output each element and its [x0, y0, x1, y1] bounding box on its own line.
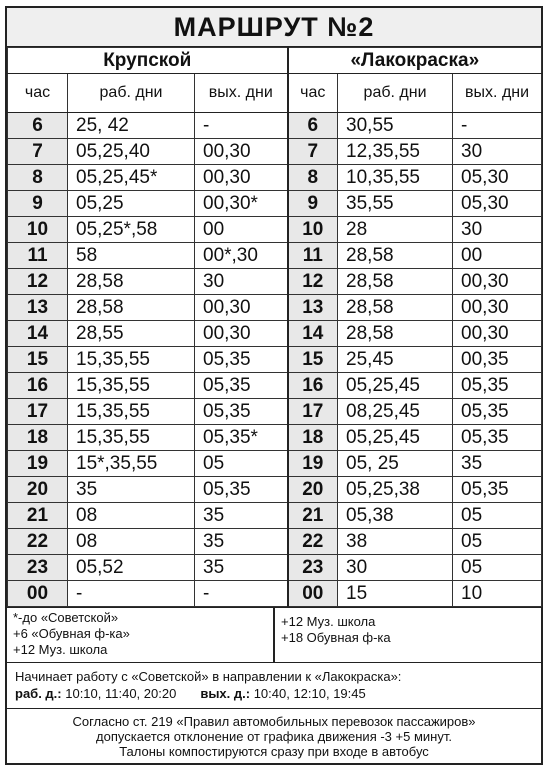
weekday-times-cell: 28,55: [68, 321, 195, 347]
hour-cell: 22: [288, 529, 338, 555]
weekend-times-cell: 05: [453, 555, 542, 581]
column-headers: [8, 74, 542, 113]
weekday-times-cell: 15,35,55: [68, 347, 195, 373]
hour-cell: 10: [288, 217, 338, 243]
schedule-row: [8, 373, 542, 399]
weekend-times-cell: 00,35: [453, 347, 542, 373]
hour-cell: 10: [8, 217, 68, 243]
hour-cell: 12: [288, 269, 338, 295]
header-weekdays: раб. дни: [68, 74, 195, 113]
weekday-times-cell: 15*,35,55: [68, 451, 195, 477]
hour-cell: 9: [8, 191, 68, 217]
weekday-times-cell: -: [68, 581, 195, 607]
schedule-row: [8, 451, 542, 477]
hour-cell: 16: [8, 373, 68, 399]
hour-cell: 6: [288, 113, 338, 139]
off-days-times: 10:40, 12:10, 19:45: [250, 686, 366, 701]
weekday-times-cell: 38: [338, 529, 453, 555]
weekday-times-cell: 25,45: [338, 347, 453, 373]
start-info: [7, 663, 541, 709]
weekend-times-cell: 00,30: [195, 165, 288, 191]
weekend-times-cell: 30: [453, 139, 542, 165]
weekend-times-cell: 00,30: [195, 295, 288, 321]
header-weekends: вых. дни: [195, 74, 288, 113]
hour-cell: 15: [8, 347, 68, 373]
weekday-times-cell: 15: [338, 581, 453, 607]
weekday-times-cell: 05,25,45: [338, 425, 453, 451]
hour-cell: 8: [288, 165, 338, 191]
weekday-times-cell: 35,55: [338, 191, 453, 217]
stop-name-right: «Лакокраска»: [288, 48, 542, 74]
note-line: +12 Муз. школа: [13, 642, 108, 657]
page-title: МАРШРУТ №2: [7, 8, 541, 47]
weekend-times-cell: 30: [195, 269, 288, 295]
schedule-rows: [8, 113, 542, 607]
header-hour: час: [8, 74, 68, 113]
route-schedule: [5, 6, 543, 765]
weekday-times-cell: 15,35,55: [68, 425, 195, 451]
weekend-times-cell: 05,30: [453, 191, 542, 217]
header-weekdays: раб. дни: [338, 74, 453, 113]
hour-cell: 17: [288, 399, 338, 425]
hour-cell: 23: [288, 555, 338, 581]
weekday-times-cell: 15,35,55: [68, 399, 195, 425]
schedule-row: [8, 321, 542, 347]
weekend-times-cell: 00,30: [195, 321, 288, 347]
hour-cell: 15: [288, 347, 338, 373]
footer-line: Согласно ст. 219 «Правил автомобильных перевозок пассажиров»: [72, 714, 476, 729]
hour-cell: 11: [8, 243, 68, 269]
hour-cell: 00: [8, 581, 68, 607]
stop-name-left: Крупской: [8, 48, 288, 74]
hour-cell: 18: [288, 425, 338, 451]
weekday-times-cell: 15,35,55: [68, 373, 195, 399]
weekend-times-cell: 30: [453, 217, 542, 243]
hour-cell: 17: [8, 399, 68, 425]
weekday-times-cell: 05,25: [68, 191, 195, 217]
hour-cell: 16: [288, 373, 338, 399]
weekend-times-cell: -: [195, 113, 288, 139]
schedule-row: [8, 217, 542, 243]
weekday-times-cell: 30,55: [338, 113, 453, 139]
weekday-times-cell: 05,52: [68, 555, 195, 581]
work-days-label: раб. д.:: [15, 686, 62, 701]
hour-cell: 13: [8, 295, 68, 321]
header-hour: час: [288, 74, 338, 113]
weekend-times-cell: 05,35: [453, 425, 542, 451]
notes-section: [7, 607, 541, 663]
schedule-row: [8, 477, 542, 503]
hour-cell: 22: [8, 529, 68, 555]
weekday-times-cell: 35: [68, 477, 195, 503]
note-line: *-до «Советской»: [13, 610, 119, 625]
hour-cell: 19: [8, 451, 68, 477]
hour-cell: 00: [288, 581, 338, 607]
note-line: +18 Обувная ф-ка: [281, 630, 391, 645]
weekday-times-cell: 05,25,45: [338, 373, 453, 399]
weekday-times-cell: 28,58: [338, 321, 453, 347]
schedule-row: [8, 399, 542, 425]
weekend-times-cell: 05,35: [195, 477, 288, 503]
schedule-row: [8, 555, 542, 581]
weekday-times-cell: 28,58: [68, 269, 195, 295]
weekend-times-cell: 00,30*: [195, 191, 288, 217]
weekend-times-cell: 35: [195, 529, 288, 555]
weekend-times-cell: 35: [453, 451, 542, 477]
weekday-times-cell: 28,58: [338, 269, 453, 295]
footer-rules: [7, 709, 541, 763]
weekend-times-cell: 10: [453, 581, 542, 607]
weekend-times-cell: 05,35: [195, 347, 288, 373]
weekend-times-cell: 05,35*: [195, 425, 288, 451]
weekend-times-cell: -: [453, 113, 542, 139]
schedule-row: [8, 347, 542, 373]
weekend-times-cell: 05,30: [453, 165, 542, 191]
note-line: +6 «Обувная ф-ка»: [13, 626, 130, 641]
start-times-line: [15, 685, 533, 702]
weekday-times-cell: 12,35,55: [338, 139, 453, 165]
schedule-row: [8, 113, 542, 139]
hour-cell: 9: [288, 191, 338, 217]
schedule-row: [8, 243, 542, 269]
weekday-times-cell: 08: [68, 529, 195, 555]
hour-cell: 23: [8, 555, 68, 581]
weekday-times-cell: 30: [338, 555, 453, 581]
hour-cell: 14: [288, 321, 338, 347]
hour-cell: 18: [8, 425, 68, 451]
start-info-line: Начинает работу с «Советской» в направлении к «Лакокраска»:: [15, 669, 402, 684]
hour-cell: 6: [8, 113, 68, 139]
weekend-times-cell: 05,35: [453, 477, 542, 503]
hour-cell: 21: [288, 503, 338, 529]
weekend-times-cell: 35: [195, 555, 288, 581]
weekday-times-cell: 10,35,55: [338, 165, 453, 191]
schedule-row: [8, 581, 542, 607]
schedule-row: [8, 425, 542, 451]
hour-cell: 13: [288, 295, 338, 321]
schedule-row: [8, 295, 542, 321]
work-days-times: 10:10, 11:40, 20:20: [61, 686, 177, 701]
off-days-label: вых. д.:: [200, 686, 251, 701]
hour-cell: 8: [8, 165, 68, 191]
weekend-times-cell: -: [195, 581, 288, 607]
weekend-times-cell: 00,30: [453, 295, 542, 321]
weekend-times-cell: 05,35: [453, 373, 542, 399]
weekend-times-cell: 00*,30: [195, 243, 288, 269]
weekday-times-cell: 28: [338, 217, 453, 243]
weekend-times-cell: 05,35: [453, 399, 542, 425]
schedule-table: [7, 47, 542, 607]
weekend-times-cell: 00,30: [195, 139, 288, 165]
schedule-row: [8, 503, 542, 529]
weekday-times-cell: 28,58: [338, 295, 453, 321]
header-weekends: вых. дни: [453, 74, 542, 113]
hour-cell: 7: [288, 139, 338, 165]
weekday-times-cell: 05,25*,58: [68, 217, 195, 243]
weekday-times-cell: 05,25,38: [338, 477, 453, 503]
weekend-times-cell: 05,35: [195, 373, 288, 399]
weekday-times-cell: 28,58: [68, 295, 195, 321]
hour-cell: 20: [288, 477, 338, 503]
weekend-times-cell: 00,30: [453, 269, 542, 295]
hour-cell: 11: [288, 243, 338, 269]
hour-cell: 12: [8, 269, 68, 295]
schedule-row: [8, 139, 542, 165]
weekday-times-cell: 05,38: [338, 503, 453, 529]
weekend-times-cell: 00,30: [453, 321, 542, 347]
weekend-times-cell: 35: [195, 503, 288, 529]
schedule-row: [8, 269, 542, 295]
footer-line: Талоны компостируются сразу при входе в автобус: [119, 744, 429, 759]
footer-line: допускается отклонение от графика движения -3 +5 минут.: [96, 729, 452, 744]
weekday-times-cell: 05,25,40: [68, 139, 195, 165]
hour-cell: 14: [8, 321, 68, 347]
weekday-times-cell: 05, 25: [338, 451, 453, 477]
weekday-times-cell: 58: [68, 243, 195, 269]
stops-row: [8, 48, 542, 74]
weekend-times-cell: 05,35: [195, 399, 288, 425]
hour-cell: 7: [8, 139, 68, 165]
schedule-row: [8, 165, 542, 191]
weekend-times-cell: 00: [453, 243, 542, 269]
weekday-times-cell: 08: [68, 503, 195, 529]
weekday-times-cell: 25, 42: [68, 113, 195, 139]
weekday-times-cell: 08,25,45: [338, 399, 453, 425]
weekend-times-cell: 05: [453, 529, 542, 555]
hour-cell: 20: [8, 477, 68, 503]
weekday-times-cell: 05,25,45*: [68, 165, 195, 191]
weekday-times-cell: 28,58: [338, 243, 453, 269]
hour-cell: 19: [288, 451, 338, 477]
hour-cell: 21: [8, 503, 68, 529]
notes-right: [275, 608, 541, 662]
schedule-row: [8, 191, 542, 217]
notes-left: [7, 608, 275, 662]
weekend-times-cell: 05: [453, 503, 542, 529]
weekend-times-cell: 05: [195, 451, 288, 477]
schedule-row: [8, 529, 542, 555]
weekend-times-cell: 00: [195, 217, 288, 243]
note-line: +12 Муз. школа: [281, 614, 376, 629]
